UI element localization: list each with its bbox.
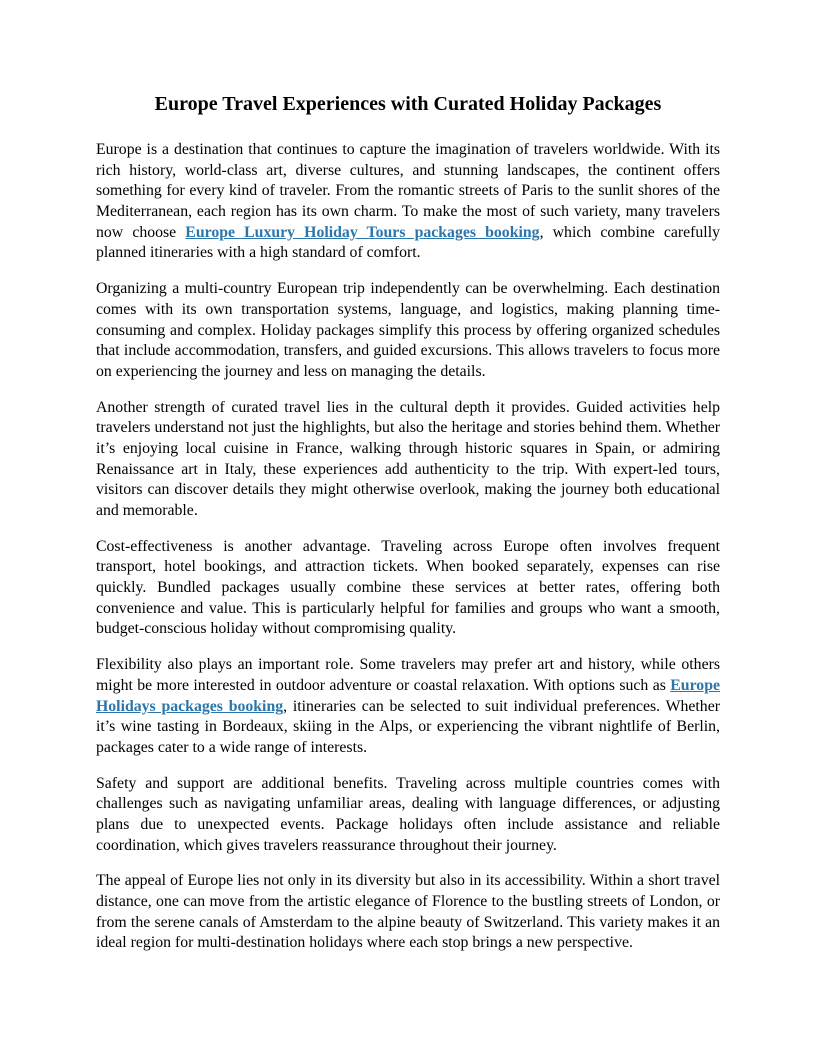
paragraph-5-text-after: , itineraries can be selected to suit individual preferences. Whether it’s wine tasting in Bordeaux, skiing in the Alps, or experiencing the vibrant nightlife of Berlin, packages cater to a wide range of interests. (96, 697, 720, 756)
paragraph-1-text-after: , which combine carefully planned itineraries with a high standard of comfort. (96, 223, 720, 262)
paragraph-6: Safety and support are additional benefits. Traveling across multiple countries comes with challenges such as navigating unfamiliar areas, dealing with language differences, or adjusting plans due to unexpected events. Package holidays often include assistance and reliable coordination, which gives travelers reassurance throughout their journey. (96, 774, 720, 854)
paragraph-2: Organizing a multi-country European trip independently can be overwhelming. Each destination comes with its own transportation systems, language, and logistics, making planning time-consuming and complex. Holiday packages simplify this process by offering organized schedules that include accommodation, transfers, and guided excursions. This allows travelers to focus more on experiencing the journey and less on managing the details. (96, 280, 720, 380)
paragraph-1-text-before: Europe is a destination that continues to capture the imagination of travelers worldwide. With its rich history, world-class art, diverse cultures, and stunning landscapes, the continent offers something for every kind of traveler. From the romantic streets of Paris to the sunlit shores of the Mediterranean, each region has its own charm. To make the most of such variety, many travelers now choose (96, 141, 720, 241)
paragraph-1 (96, 140, 720, 264)
paragraph-5 (96, 655, 720, 758)
page-title: Europe Travel Experiences with Curated Holiday Packages (154, 93, 662, 115)
paragraph-3: Another strength of curated travel lies in the cultural depth it provides. Guided activities help travelers understand not just the highlights, but also the heritage and stories behind them. Whether it’s enjoying local cuisine in France, walking through historic squares in Spain, or admiring Renaissance art in Italy, these experiences add authenticity to the trip. With expert-led tours, visitors can discover details they might otherwise overlook, making the journey both educational and memorable. (96, 398, 720, 519)
luxury-tours-packages-link[interactable]: Europe Luxury Holiday Tours packages booking (185, 223, 540, 241)
paragraph-4: Cost-effectiveness is another advantage. Traveling across Europe often involves frequent transport, hotel bookings, and attraction tickets. When booked separately, expenses can rise quickly. Bundled packages usually combine these services at better rates, offering both convenience and value. This is particularly helpful for families and groups who want a smooth, budget-conscious holiday without compromising quality. (96, 537, 720, 638)
europe-holidays-packages-link[interactable]: Europe Holidays packages booking (96, 676, 720, 715)
paragraph-7: The appeal of Europe lies not only in its diversity but also in its accessibility. Within a short travel distance, one can move from the artistic elegance of Florence to the bustling streets of London, or from the serene canals of Amsterdam to the alpine beauty of Switzerland. This variety makes it an ideal region for multi-destination holidays where each stop brings a new perspective. (96, 872, 720, 952)
paragraph-5-text-before: Flexibility also plays an important role. Some travelers may prefer art and history, while others might be more interested in outdoor adventure or coastal relaxation. With options such as (96, 656, 720, 694)
